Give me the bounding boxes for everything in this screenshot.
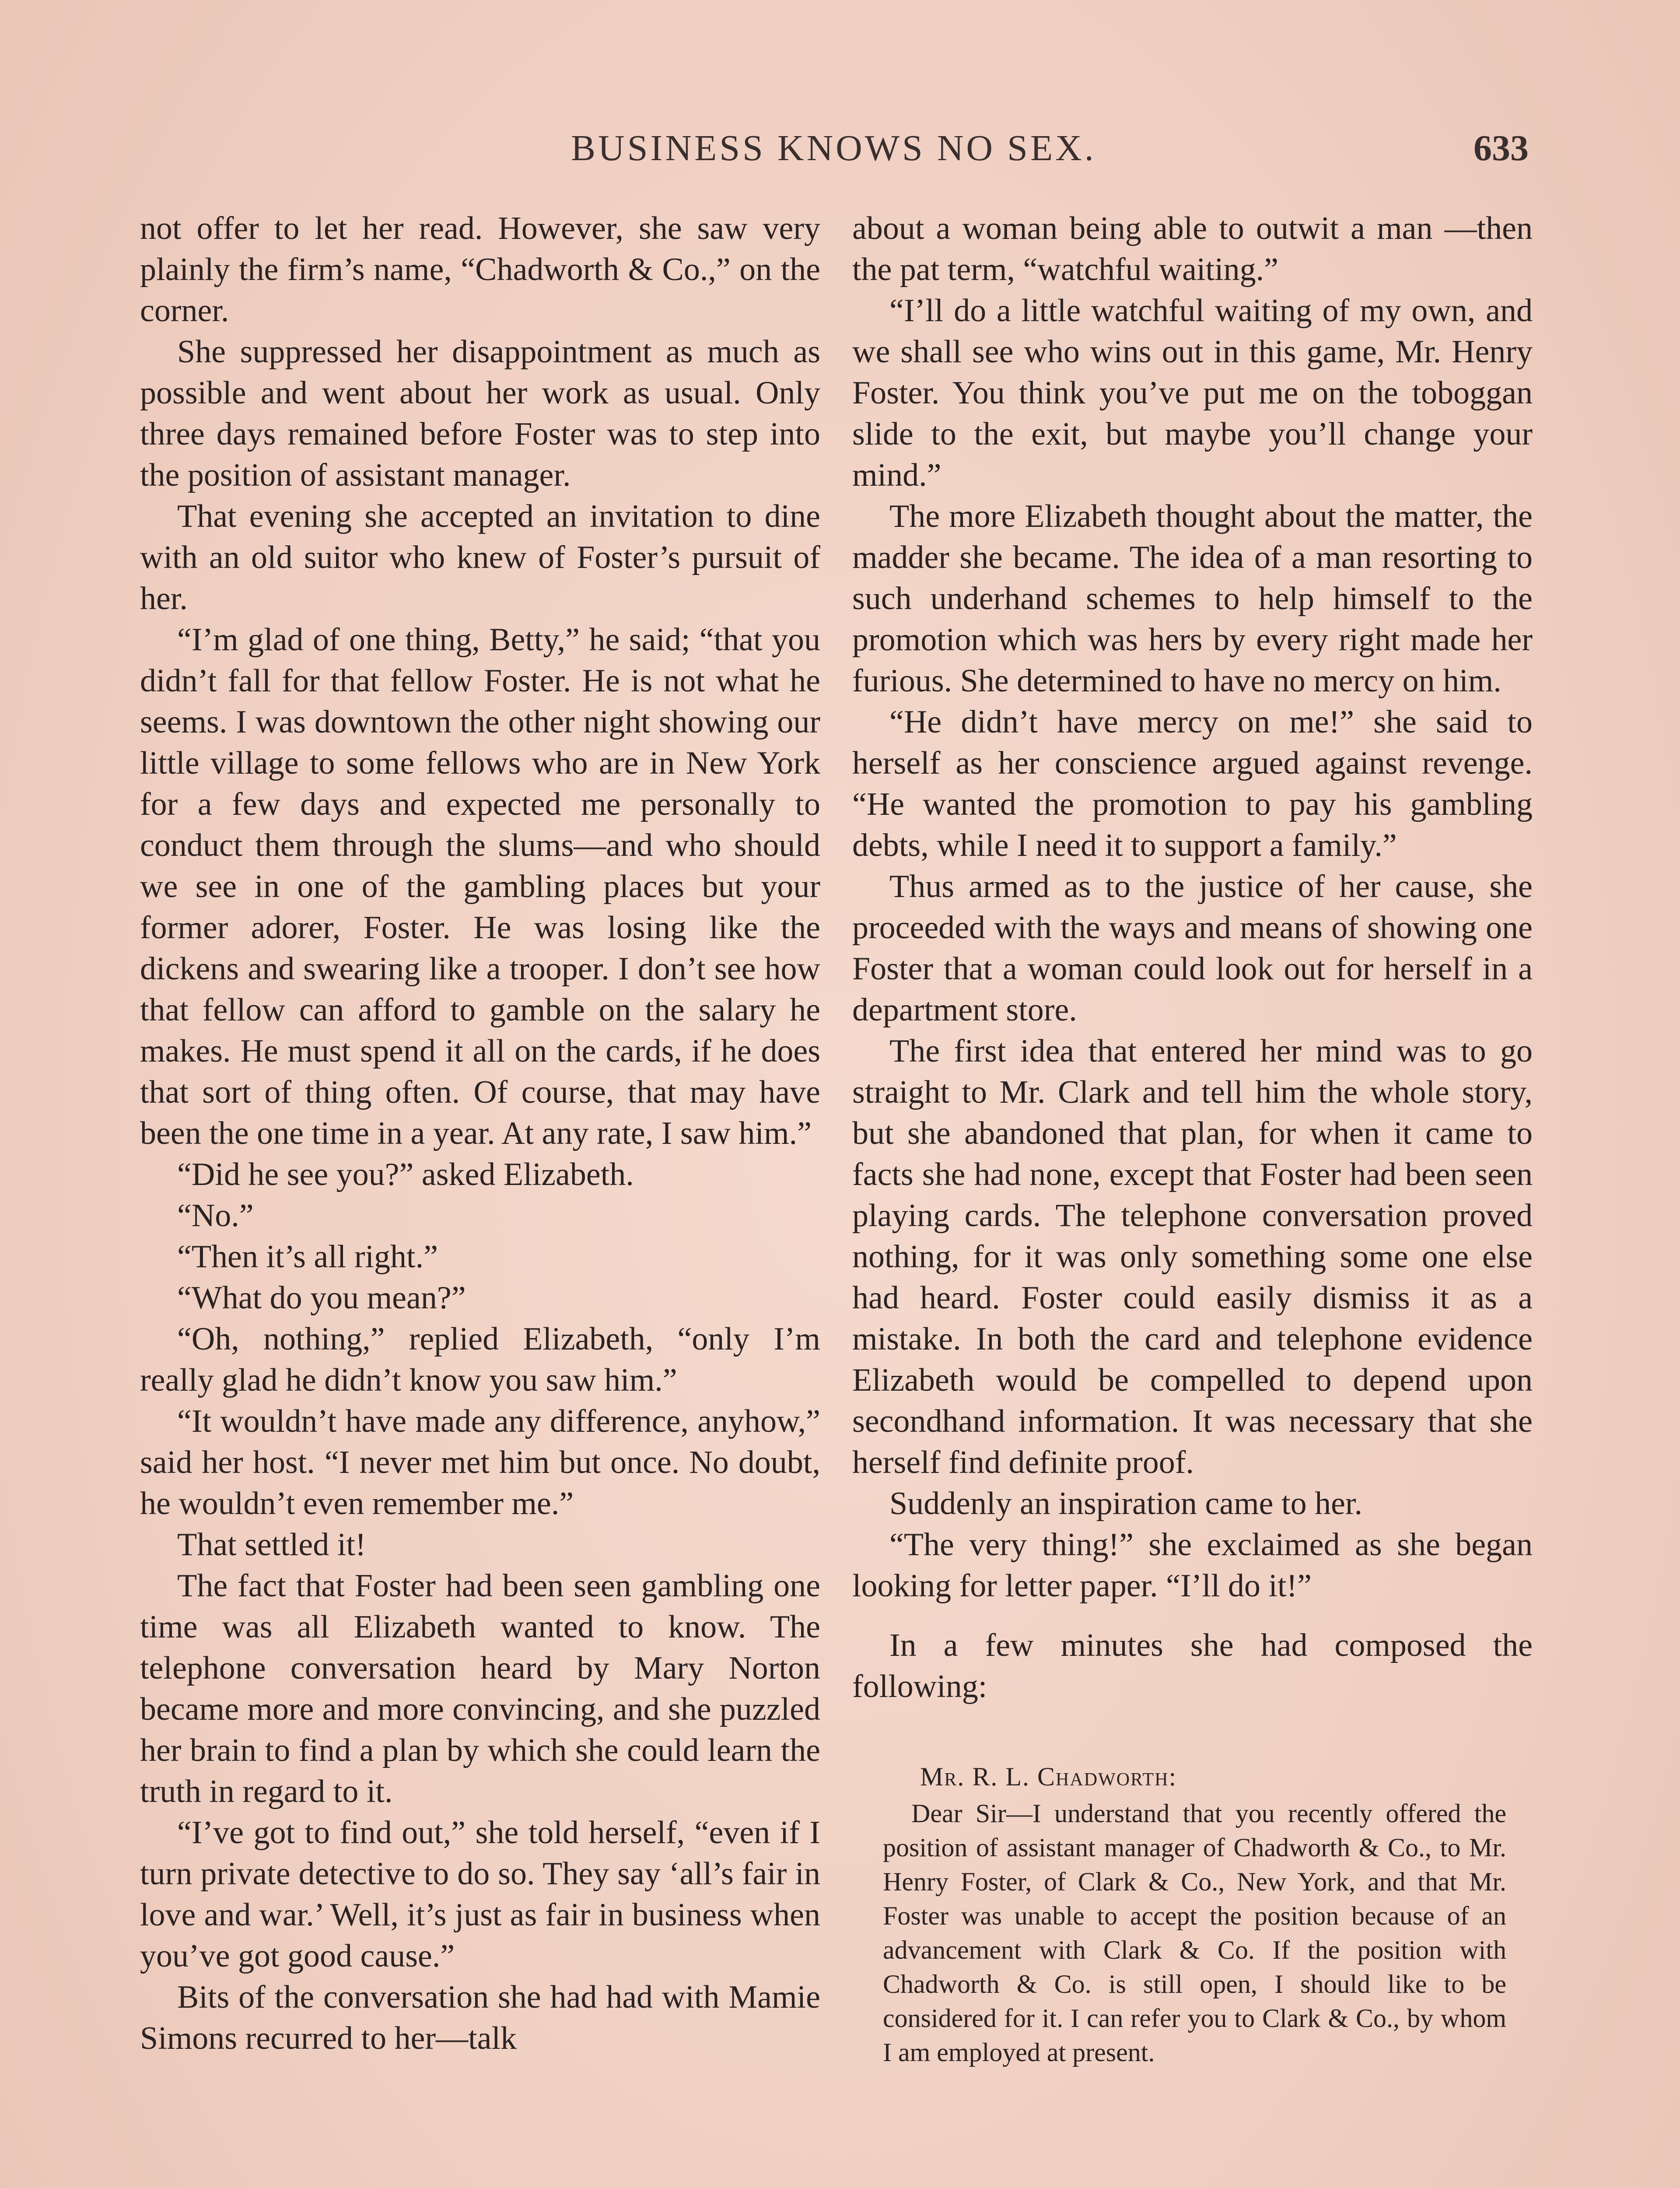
paragraph: “It wouldn’t have made any difference, anyhow,” said her host. “I never met him but once. No doubt, he wouldn’t even remember me.”: [140, 1403, 820, 1522]
paragraph: The more Elizabeth thought about the matter, the madder she became. The idea of a man resorting to such underhand schemes to help himself to the promotion which was hers by every right made her furious. She determined to have no mercy on him.: [852, 498, 1533, 699]
right-column: [852, 208, 1533, 2069]
running-title: BUSINESS KNOWS NO SEX.: [571, 128, 1096, 168]
paragraph: The fact that Foster had been seen gambling one time was all Elizabeth wanted to know. The telephone conversation heard by Mary Norton became more and more convincing, and she puzzled her brain to find a plan by which she could learn the truth in regard to it.: [140, 1568, 820, 1809]
paragraph: not offer to let her read. However, she saw very plainly the firm’s name, “Chadworth & Co.,” on the corner.: [140, 210, 820, 329]
paragraph: “I’ve got to find out,” she told herself, “even if I turn private detective to do so. They say ‘all’s fair in love and war.’ Well, it’s just as fair in business when you’ve got good cause.”: [140, 1815, 820, 1974]
paragraph: The first idea that entered her mind was to go straight to Mr. Clark and tell him the whole story, but she abandoned that plan, for when it came to facts she had none, except that Foster had been seen playing cards. The telephone conversation proved nothing, for it was only something some one else had heard. Foster could easily dismiss it as a mistake. In both the card and telephone evidence Elizabeth would be compelled to depend upon secondhand information. It was necessary that she herself find definite proof.: [852, 1033, 1533, 1480]
left-column: [140, 208, 820, 2059]
paragraph: “He didn’t have mercy on me!” she said to herself as her conscience argued against revenge. “He wanted the promotion to pay his gambling debts, while I need it to support a family.”: [852, 704, 1533, 863]
letter-salutation: Mr. R. L. Chadworth:: [920, 1762, 1177, 1791]
paragraph: That evening she accepted an invitation to dine with an old suitor who knew of Foster’s pursuit of her.: [140, 498, 820, 617]
paragraph: Suddenly an inspiration came to her.: [889, 1486, 1362, 1522]
page-number: 633: [1474, 128, 1529, 168]
paragraph: Thus armed as to the justice of her cause, she proceeded with the ways and means of showing one Foster that a woman could look out for herself in a department store.: [852, 869, 1533, 1028]
paragraph: “Oh, nothing,” replied Elizabeth, “only I’m really glad he didn’t know you saw him.”: [140, 1321, 820, 1398]
paragraph: “Did he see you?” asked Elizabeth.: [177, 1157, 634, 1192]
paragraph: In a few minutes she had composed the following:: [852, 1627, 1533, 1704]
paragraph: “No.”: [177, 1198, 254, 1234]
paragraph: That settled it!: [177, 1527, 366, 1563]
paragraph: She suppressed her disappointment as much as possible and went about her work as usual. Only three days remained before Foster was to step into the position of assistant manager.: [140, 334, 820, 493]
paragraph: “What do you mean?”: [177, 1280, 466, 1316]
paragraph: about a woman being able to outwit a man —then the pat term, “watchful waiting.”: [852, 210, 1533, 288]
letter-block: [852, 1760, 1533, 2069]
page-header: [0, 127, 1680, 179]
paragraph: “I’m glad of one thing, Betty,” he said; “that you didn’t fall for that fellow Foster. He is not what he seems. I was downtown the other night showing our little village to some fellows who are in New York for a few days and expected me personally to conduct them through the slums—and who should we see in one of the gambling places but your former adorer, Foster. He was losing like the dickens and swearing like a trooper. I don’t see how that fellow can afford to gamble on the salary he makes. He must spend it all on the cards, if he does that sort of thing often. Of course, that may have been the one time in a year. At any rate, I saw him.”: [140, 622, 820, 1151]
paragraph: Bits of the conversation she had had with Mamie Simons recurred to her—talk: [140, 1979, 820, 2056]
paragraph: “I’ll do a little watchful waiting of my own, and we shall see who wins out in this game, Mr. Henry Foster. You think you’ve put me on the toboggan slide to the exit, but maybe you’ll change your mind.”: [852, 293, 1533, 493]
paragraph: “Then it’s all right.”: [177, 1239, 438, 1275]
paragraph: “The very thing!” she exclaimed as she began looking for letter paper. “I’ll do it!”: [852, 1527, 1533, 1604]
letter-body: Dear Sir—I understand that you recently offered the position of assistant manager of Chadworth & Co., to Mr. Henry Foster, of Clark & Co., New York, and that Mr. Foster was unable to accept the position because of an advancement with Clark & Co. If the position with Chadworth & Co. is still open, I should like to be considered for it. I can refer you to Clark & Co., by whom I am employed at present.: [883, 1799, 1506, 2067]
